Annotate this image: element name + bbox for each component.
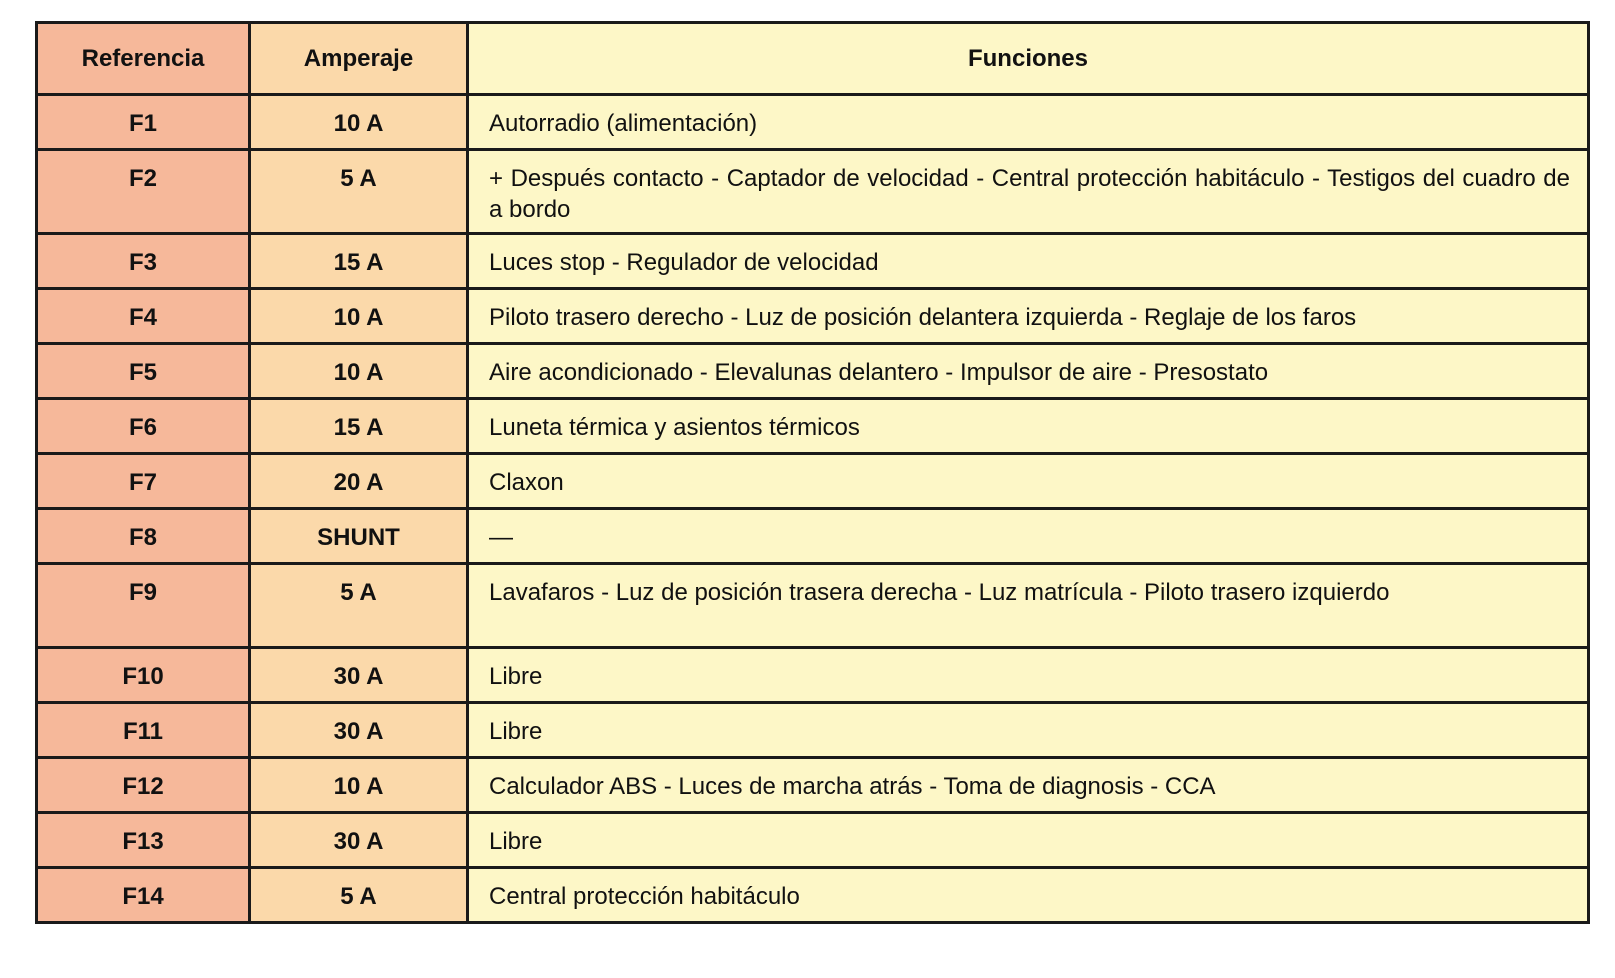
fuse-reference: F5 xyxy=(37,344,250,399)
fuse-functions: Libre xyxy=(468,703,1589,758)
table-row xyxy=(37,758,1589,813)
fuse-functions: — xyxy=(468,509,1589,564)
header-row xyxy=(37,23,1589,95)
fuse-reference: F11 xyxy=(37,703,250,758)
fuse-functions: Lavafaros - Luz de posición trasera derecha - Luz matrícula - Piloto trasero izquierdo xyxy=(468,564,1589,648)
fuse-amperage: 10 A xyxy=(250,758,468,813)
table-row xyxy=(37,509,1589,564)
fuse-reference: F3 xyxy=(37,234,250,289)
fuse-amperage: 10 A xyxy=(250,289,468,344)
fuse-amperage: 30 A xyxy=(250,703,468,758)
fuse-functions: Libre xyxy=(468,813,1589,868)
table-row xyxy=(37,289,1589,344)
fuse-functions: Autorradio (alimentación) xyxy=(468,95,1589,150)
fuse-functions: Claxon xyxy=(468,454,1589,509)
fuse-functions: Central protección habitáculo xyxy=(468,868,1589,923)
fuse-reference: F13 xyxy=(37,813,250,868)
fuse-reference: F8 xyxy=(37,509,250,564)
fuse-amperage: 10 A xyxy=(250,344,468,399)
fuse-amperage: 5 A xyxy=(250,564,468,648)
fuse-amperage: 20 A xyxy=(250,454,468,509)
fuse-reference: F6 xyxy=(37,399,250,454)
fuse-functions: Piloto trasero derecho - Luz de posición delantera izquierda - Reglaje de los faros xyxy=(468,289,1589,344)
fuse-amperage: 10 A xyxy=(250,95,468,150)
fuse-reference: F1 xyxy=(37,95,250,150)
table-body xyxy=(37,95,1589,923)
table-row xyxy=(37,454,1589,509)
fuse-amperage: 5 A xyxy=(250,868,468,923)
fuse-reference: F7 xyxy=(37,454,250,509)
header-functions: Funciones xyxy=(468,23,1589,95)
table-row xyxy=(37,703,1589,758)
table-row xyxy=(37,868,1589,923)
table-row xyxy=(37,399,1589,454)
table-row xyxy=(37,95,1589,150)
fuse-reference: F9 xyxy=(37,564,250,648)
fuse-functions: Calculador ABS - Luces de marcha atrás - Toma de diagnosis - CCA xyxy=(468,758,1589,813)
fuse-table xyxy=(35,21,1590,924)
fuse-reference: F2 xyxy=(37,150,250,234)
fuse-amperage: 30 A xyxy=(250,648,468,703)
table-row xyxy=(37,564,1589,648)
fuse-functions: + Después contacto - Captador de velocidad - Central protección habitáculo - Testigos del cuadro de a bordo xyxy=(468,150,1589,234)
fuse-amperage: SHUNT xyxy=(250,509,468,564)
header-reference: Referencia xyxy=(37,23,250,95)
fuse-reference: F4 xyxy=(37,289,250,344)
table-row xyxy=(37,150,1589,234)
fuse-amperage: 15 A xyxy=(250,234,468,289)
fuse-amperage: 30 A xyxy=(250,813,468,868)
table-row xyxy=(37,234,1589,289)
fuse-functions: Aire acondicionado - Elevalunas delantero - Impulsor de aire - Presostato xyxy=(468,344,1589,399)
fuse-reference: F10 xyxy=(37,648,250,703)
table-header xyxy=(37,23,1589,95)
table-row xyxy=(37,813,1589,868)
fuse-amperage: 5 A xyxy=(250,150,468,234)
header-amperage: Amperaje xyxy=(250,23,468,95)
fuse-functions: Luces stop - Regulador de velocidad xyxy=(468,234,1589,289)
table-row xyxy=(37,344,1589,399)
fuse-functions: Libre xyxy=(468,648,1589,703)
fuse-functions: Luneta térmica y asientos térmicos xyxy=(468,399,1589,454)
fuse-reference: F12 xyxy=(37,758,250,813)
table-row xyxy=(37,648,1589,703)
fuse-reference: F14 xyxy=(37,868,250,923)
fuse-amperage: 15 A xyxy=(250,399,468,454)
